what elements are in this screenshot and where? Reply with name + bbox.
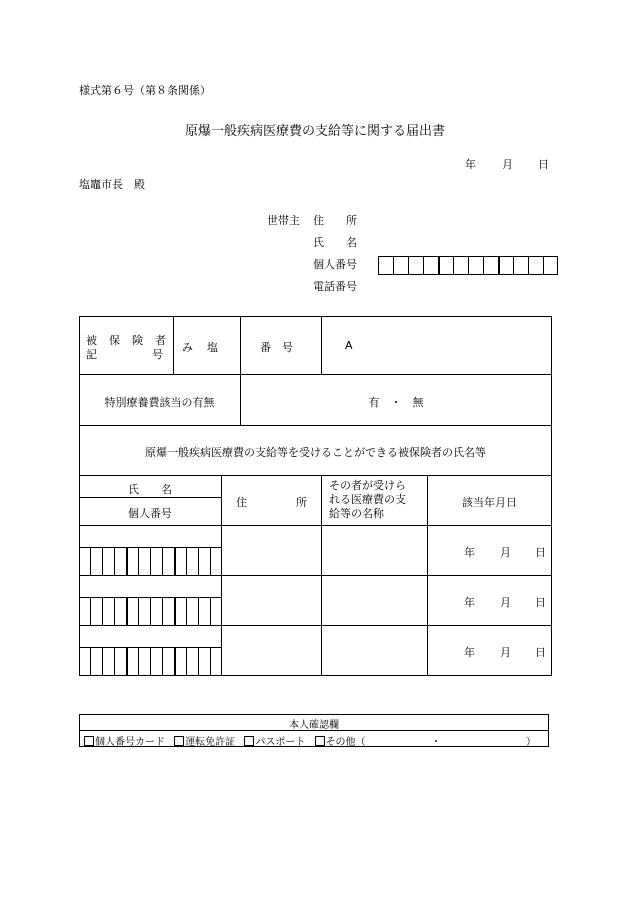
identity-heading: 本人確認欄 (289, 720, 339, 731)
option-label: 個人番号カード (95, 737, 165, 748)
grid-divider (423, 257, 424, 274)
row-date-year: 年 (464, 596, 475, 609)
col-divider (321, 316, 322, 374)
cell-divider (102, 647, 103, 675)
cell-divider (162, 547, 163, 575)
section-heading: 原爆一般疾病医療費の支給等を受けることができる被保険者の氏名等 (145, 446, 486, 459)
checkbox-icon[interactable] (244, 736, 254, 746)
cell-divider (186, 647, 187, 675)
row-personal-number-grid[interactable] (79, 597, 221, 625)
page-title: 原爆一般疾病医療費の支給等に関する届出書 (184, 124, 445, 139)
col-personal-number-header: 個人番号 (128, 507, 172, 520)
addressee: 塩竈市長 殿 (79, 178, 145, 191)
cell-divider (198, 547, 199, 575)
checkbox-icon[interactable] (84, 736, 94, 746)
row-divider (79, 425, 552, 426)
grid-divider (408, 257, 409, 274)
cell-divider (138, 547, 139, 575)
identity-close-paren: ） (526, 737, 536, 748)
personal-number-label: 個人番号 (313, 258, 357, 271)
cell-divider (150, 597, 151, 625)
row-date-day: 日 (535, 546, 546, 559)
col-benefit-line1: その者が受けら (329, 479, 406, 492)
cell-divider (198, 647, 199, 675)
insured-mi: み (182, 341, 193, 354)
option-drivers-license[interactable] (174, 737, 235, 748)
grid-divider (483, 257, 484, 274)
identity-options (84, 733, 366, 748)
grid-divider (438, 257, 440, 274)
option-passport[interactable] (244, 737, 305, 748)
col-benefit-header (329, 479, 406, 521)
cell-divider (90, 547, 91, 575)
cell-divider (150, 647, 151, 675)
grid-divider (453, 257, 454, 274)
cell-divider (114, 647, 115, 675)
cell-divider (174, 547, 176, 575)
row-personal-number-grid[interactable] (79, 547, 221, 575)
applicant-personal-number-grid[interactable] (378, 256, 558, 275)
col-divider (321, 475, 322, 676)
row-date-day: 日 (535, 596, 546, 609)
cell-divider (162, 597, 163, 625)
option-mynumber-card[interactable] (84, 737, 165, 748)
cell-divider (114, 597, 115, 625)
special-label: 特別療養費該当の有無 (104, 396, 215, 409)
option-other[interactable] (315, 737, 366, 748)
identity-dot: ・ (431, 737, 441, 748)
col-benefit-line3: 給等の名称 (329, 507, 384, 520)
grid-divider (513, 257, 514, 274)
row-date-year: 年 (464, 646, 475, 659)
cell-divider (198, 597, 199, 625)
grid-divider (393, 257, 394, 274)
special-value[interactable]: 有 ・ 無 (368, 396, 424, 409)
row-divider (79, 575, 552, 576)
option-label: その他（ (325, 737, 366, 748)
phone-label: 電話番号 (313, 280, 357, 293)
row-divider (79, 374, 552, 375)
cell-divider (126, 597, 128, 625)
cell-divider (186, 547, 187, 575)
cell-divider (210, 597, 211, 625)
insured-number-value[interactable]: A (345, 339, 353, 352)
grid-divider (468, 257, 469, 274)
cell-divider (174, 597, 176, 625)
option-label: 運転免許証 (185, 737, 236, 748)
address-label: 住 所 (313, 214, 357, 227)
col-benefit-line2: れる医療費の支 (329, 493, 406, 506)
checkbox-icon[interactable] (315, 736, 325, 746)
col-divider (221, 475, 222, 676)
form-number: 様式第６号（第８条関係） (79, 84, 211, 97)
cell-divider (102, 547, 103, 575)
row-date-month: 月 (500, 546, 511, 559)
col-name-header: 氏 名 (128, 483, 172, 496)
row-date-month: 月 (500, 646, 511, 659)
checkbox-icon[interactable] (174, 736, 184, 746)
name-label: 氏 名 (313, 236, 357, 249)
col-divider (173, 316, 174, 374)
row-personal-number-grid[interactable] (79, 647, 221, 675)
insured-shio: 塩 (207, 341, 218, 354)
row-date-year: 年 (464, 546, 475, 559)
insured-label-line2: 記 号 (86, 348, 163, 361)
cell-divider (126, 647, 128, 675)
header-sub-divider (79, 497, 221, 498)
grid-divider (498, 257, 500, 274)
cell-divider (138, 597, 139, 625)
cell-divider (90, 647, 91, 675)
grid-divider (528, 257, 529, 274)
cell-divider (210, 547, 211, 575)
row-divider (79, 525, 552, 526)
col-date-header: 該当年月日 (462, 496, 517, 509)
cell-divider (90, 597, 91, 625)
row-divider (79, 625, 552, 626)
col-address-header-left: 住 (236, 496, 247, 509)
row-divider (79, 475, 552, 476)
cell-divider (114, 547, 115, 575)
householder-label: 世帯主 (267, 214, 300, 227)
cell-divider (186, 597, 187, 625)
cell-divider (174, 647, 176, 675)
cell-divider (162, 647, 163, 675)
cell-divider (126, 547, 128, 575)
cell-divider (138, 647, 139, 675)
option-label: パスポート (255, 737, 306, 748)
cell-divider (210, 647, 211, 675)
cell-divider (102, 597, 103, 625)
date-day: 日 (538, 158, 549, 171)
insured-number-label: 番 号 (260, 341, 293, 354)
row-date-month: 月 (500, 596, 511, 609)
grid-divider (543, 257, 544, 274)
row-date-day: 日 (535, 646, 546, 659)
date-year: 年 (465, 158, 476, 171)
col-address-header-right: 所 (296, 496, 307, 509)
cell-divider (150, 547, 151, 575)
insured-label-line1: 被 保 険 者 (86, 334, 167, 347)
date-month: 月 (502, 158, 513, 171)
